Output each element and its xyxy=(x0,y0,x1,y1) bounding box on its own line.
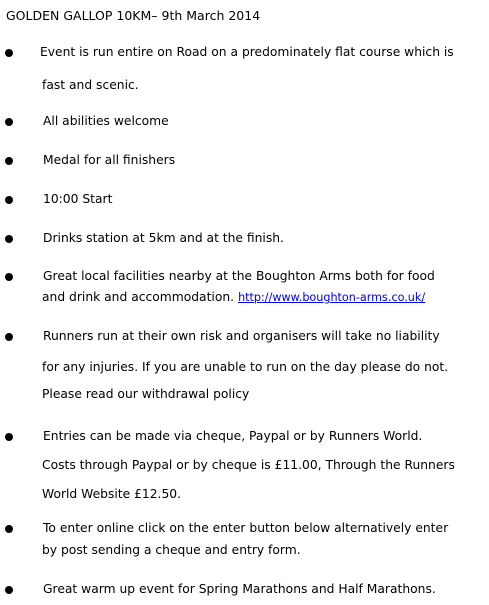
boughton-arms-link[interactable]: http://www.boughton-arms.co.uk/ xyxy=(238,291,426,304)
bullet-text-line: fast and scenic. xyxy=(42,78,139,92)
bullet-text-line: Medal for all finishers xyxy=(43,153,176,167)
bullet-text-line: by post sending a cheque and entry form. xyxy=(42,543,301,557)
bullet-icon xyxy=(5,525,13,533)
bullet-icon xyxy=(5,586,13,594)
bullet-text-line: Costs through Paypal or by cheque is £11.00, Through the Runners xyxy=(42,458,455,472)
bullet-icon xyxy=(5,118,13,126)
bullet-text-line: All abilities welcome xyxy=(43,114,169,128)
bullet-text-line: Please read our withdrawal policy xyxy=(42,387,250,401)
bullet-icon xyxy=(5,273,13,281)
bullet-text-line: for any injuries. If you are unable to run on the day please do not. xyxy=(42,360,449,374)
document-title: GOLDEN GALLOP 10KM– 9th March 2014 xyxy=(6,8,261,23)
bullet-icon xyxy=(5,333,13,341)
bullet-text-line: To enter online click on the enter button below alternatively enter xyxy=(43,521,449,535)
bullet-icon xyxy=(5,157,13,165)
bullet-text-line: Runners run at their own risk and organisers will take no liability xyxy=(43,329,440,343)
bullet-icon xyxy=(5,49,13,57)
bullet-text-line: Event is run entire on Road on a predominately flat course which is xyxy=(40,45,454,59)
bullet-text-line: Great local facilities nearby at the Boughton Arms both for food xyxy=(43,269,435,283)
bullet-text-line: Great warm up event for Spring Marathons and Half Marathons. xyxy=(43,582,436,596)
bullet-text-segment: and drink and accommodation. xyxy=(42,290,235,304)
bullet-text-line: World Website £12.50. xyxy=(42,487,182,501)
bullet-text-line: 10:00 Start xyxy=(43,192,113,206)
bullet-icon xyxy=(5,433,13,441)
bullet-text-line-with-link xyxy=(42,290,425,304)
bullet-icon xyxy=(5,235,13,243)
bullet-text-line: Entries can be made via cheque, Paypal or by Runners World. xyxy=(43,429,423,443)
bullet-icon xyxy=(5,196,13,204)
bullet-text-line: Drinks station at 5km and at the finish. xyxy=(43,231,284,245)
